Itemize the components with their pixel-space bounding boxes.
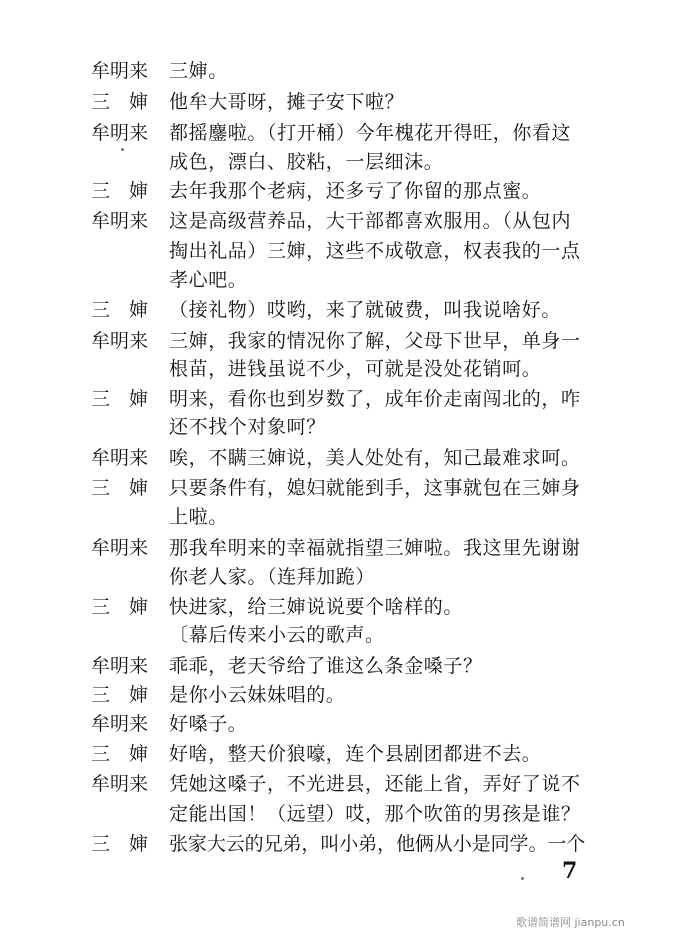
dialogue-text: 这是高级营养品，大干部都喜欢服用。（从包内: [169, 210, 572, 232]
speaker-name: 三 婶: [91, 388, 149, 410]
dialogue-line: [0, 295, 690, 325]
dialogue-text: 孝心吧。: [169, 269, 248, 291]
dialogue-text: 成色，漂白、胶粘，一层细沫。: [169, 151, 444, 173]
dialogue-text: 还不找个对象呵？: [169, 416, 326, 438]
dialogue-line: [0, 473, 690, 503]
dialogue-text: 好嗓子。: [169, 713, 248, 735]
dialogue-text: 张家大云的兄弟，叫小弟，他俩从小是同学。一个: [169, 833, 586, 855]
dialogue-line: [0, 326, 690, 356]
speaker-name: 牟明来: [91, 122, 149, 144]
dialogue-continuation: [0, 799, 690, 829]
page-number: 7: [562, 858, 578, 884]
dialogue-text: 三婶。: [169, 60, 228, 82]
dialogue-line: [0, 592, 690, 622]
speaker-name: 牟明来: [91, 210, 149, 232]
dialogue-text: 都摇鏖啦。（打开桶）今年槐花开得旺，你看这: [169, 122, 572, 144]
dialogue-continuation: [0, 265, 690, 295]
dialogue-text: 好啥，整天价狼嚎，连个县剧团都进不去。: [169, 743, 542, 765]
dialogue-line: [0, 384, 690, 414]
dialogue-line: [0, 651, 690, 681]
speaker-name: 牟明来: [91, 537, 149, 559]
dialogue-line: [0, 56, 690, 86]
dialogue-line: [0, 769, 690, 799]
dialogue-continuation: [0, 147, 690, 177]
dialogue-text: 乖乖，老天爷给了谁这么条金嗓子？: [169, 655, 483, 677]
speaker-name: 牟明来: [91, 447, 149, 469]
speaker-name: 三 婶: [91, 180, 149, 202]
dialogue-line: [0, 739, 690, 769]
dialogue-line: [0, 87, 690, 117]
speaker-name: 三 婶: [91, 477, 149, 499]
dialogue-continuation: [0, 354, 690, 384]
dialogue-text: 根苗，进钱虽说不少，可就是没处花销呵。: [169, 358, 542, 380]
speaker-name: 三 婶: [91, 299, 149, 321]
dialogue-line: [0, 118, 690, 148]
dialogue-text: 三婶，我家的情况你了解，父母下世早，单身一: [169, 330, 581, 352]
dialogue-text: 明来，看你也到岁数了，成年价走南闯北的，咋: [169, 388, 581, 410]
dialogue-text: 快进家，给三婶说说要个啥样的。: [169, 596, 464, 618]
speaker-name: 牟明来: [91, 655, 149, 677]
speaker-name: 三 婶: [91, 684, 149, 706]
dialogue-line: [0, 533, 690, 563]
speaker-name: 牟明来: [91, 713, 149, 735]
dialogue-continuation: [0, 236, 690, 266]
dialogue-text: 是你小云妹妹唱的。: [169, 684, 346, 706]
dialogue-line: [0, 709, 690, 739]
dialogue-continuation: [0, 620, 690, 650]
dialogue-line: [0, 443, 690, 473]
dialogue-text: 只要条件有，媳妇就能到手，这事就包在三婶身: [169, 477, 581, 499]
site-watermark: 歌谱简谱网 jianpu.cn: [516, 916, 625, 929]
speaker-name: 三 婶: [91, 833, 149, 855]
dialogue-text: 定能出国！（远望）哎，那个吹笛的男孩是谁？: [169, 803, 581, 825]
dialogue-line: [0, 206, 690, 236]
dialogue-text: 唉，不瞒三婶说，美人处处有，知己最难求呵。: [169, 447, 581, 469]
dialogue-continuation: [0, 412, 690, 442]
dialogue-text: 那我牟明来的幸福就指望三婶啦。我这里先谢谢: [169, 537, 581, 559]
speaker-name: 三 婶: [91, 91, 149, 113]
dialogue-continuation: [0, 502, 690, 532]
dialogue-text: 凭她这嗓子，不光进县，还能上省，弄好了说不: [169, 773, 581, 795]
dialogue-continuation: [0, 562, 690, 592]
speaker-name: 三 婶: [91, 596, 149, 618]
dialogue-text: 上啦。: [169, 506, 228, 528]
print-speck: [521, 877, 524, 880]
dialogue-text: 他牟大哥呀，摊子安下啦？: [169, 91, 405, 113]
dialogue-line: [0, 829, 690, 859]
dialogue-line: [0, 176, 690, 206]
speaker-name: 牟明来: [91, 330, 149, 352]
dialogue-text: （接礼物）哎哟，来了就破费，叫我说啥好。: [169, 299, 562, 321]
dialogue-line: [0, 680, 690, 710]
dialogue-text: 〔幕后传来小云的歌声。: [169, 624, 385, 646]
print-speck: [121, 148, 124, 151]
speaker-name: 牟明来: [91, 60, 149, 82]
speaker-name: 三 婶: [91, 743, 149, 765]
dialogue-text: 去年我那个老病，还多亏了你留的那点蜜。: [169, 180, 542, 202]
dialogue-text: 掏出礼品）三婶，这些不成敬意，权表我的一点: [169, 240, 581, 262]
dialogue-text: 你老人家。（连拜加跪）: [169, 566, 376, 588]
speaker-name: 牟明来: [91, 773, 149, 795]
